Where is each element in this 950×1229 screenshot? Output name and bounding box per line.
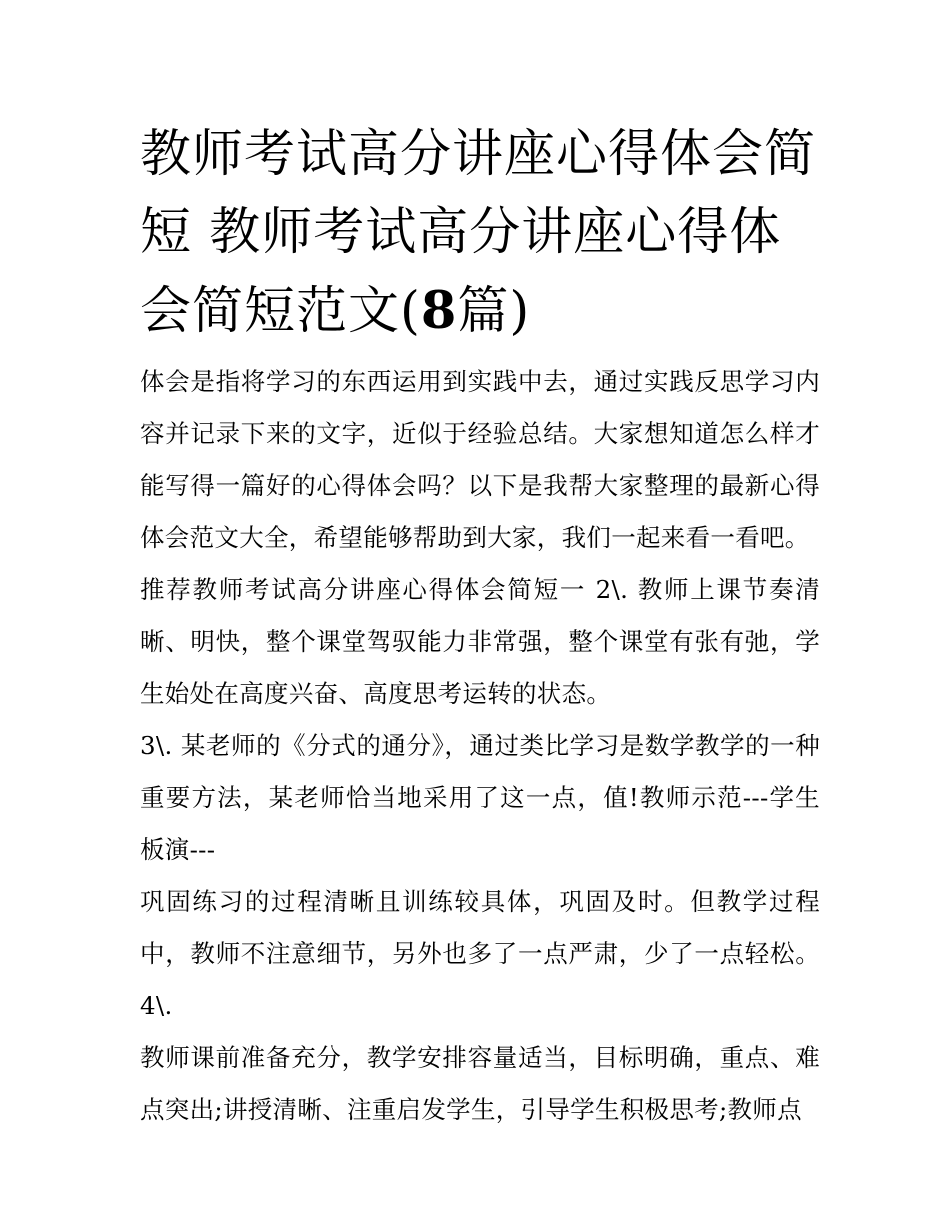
section-one-paragraph: 推荐教师考试高分讲座心得体会简短一 2\. 教师上课节奏清晰、明快，整个课堂驾驭能力非常强，整个课堂有张有弛，学生始处在高度兴奋、高度思考运转的状态。 [140, 575, 820, 708]
preparation-paragraph: 教师课前准备充分，教学安排容量适当，目标明确，重点、难点突出;讲授清晰、注重启发学生，引导学生积极思考;教师点 [140, 1043, 820, 1124]
point-three-paragraph: 3\. 某老师的《分式的通分》，通过类比学习是数学教学的一种重要方法，某老师恰当地采用了这一点，值!教师示范---学生板演--- [140, 731, 820, 864]
title-text-start: 教师考试高分讲座心得体会简短 教师考试高分讲座心得体会简短范文( [140, 125, 817, 341]
document-title [140, 116, 820, 351]
consolidation-paragraph: 巩固练习的过程清晰且训练较具体，巩固及时。但教学过程中，教师不注意细节，另外也多了一点严肃，少了一点轻松。4\. [140, 887, 820, 1020]
title-count-number: 8 [420, 281, 458, 341]
document-body [140, 356, 820, 1136]
intro-paragraph: 体会是指将学习的东西运用到实践中去，通过实践反思学习内容并记录下来的文字，近似于经验总结。大家想知道怎么样才能写得一篇好的心得体会吗？以下是我帮大家整理的最新心得体会范文大全，希望能够帮助到大家，我们一起来看一看吧。 [140, 367, 820, 552]
title-text-end: 篇) [457, 282, 531, 341]
